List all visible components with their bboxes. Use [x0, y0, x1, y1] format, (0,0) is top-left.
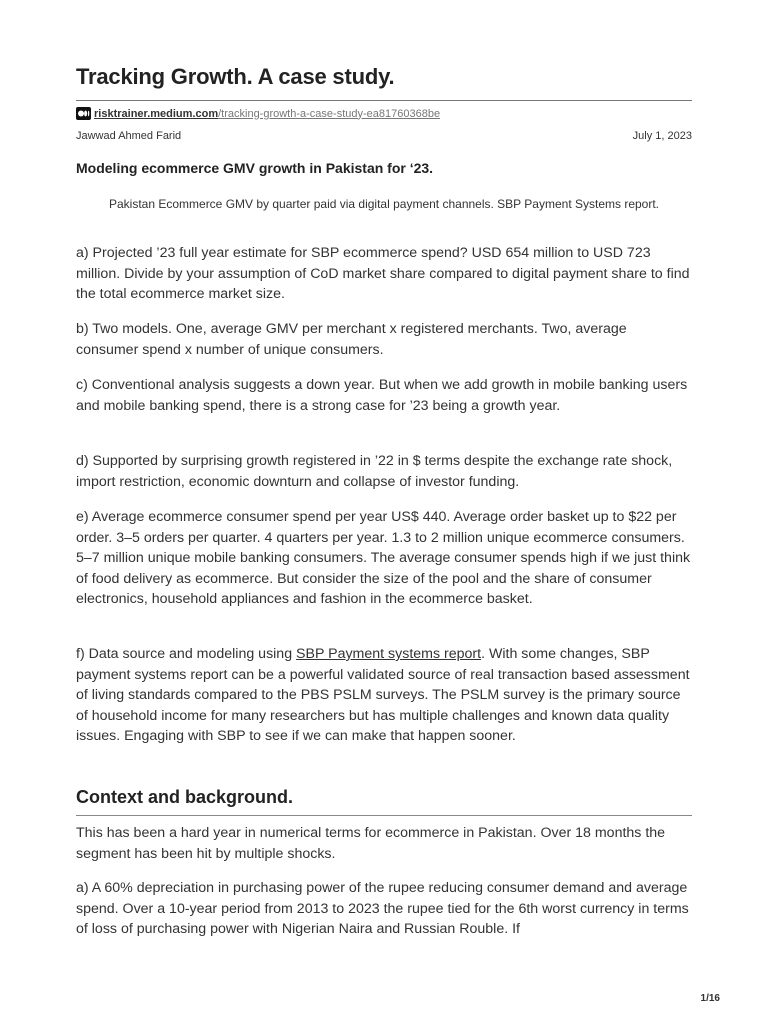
section-divider [76, 815, 692, 816]
paragraph-b: b) Two models. One, average GMV per merchant x registered merchants. Two, average consumer spend x number of unique consumers. [76, 321, 627, 358]
paragraph-c: c) Conventional analysis suggests a down year. But when we add growth in mobile banking users and mobile banking spend, there is a strong case for ’23 being a growth year. [76, 377, 688, 414]
page-number: 1/16 [700, 993, 720, 1004]
article-title: Tracking Growth. A case study. [76, 64, 395, 89]
author-name: Jawwad Ahmed Farid [76, 130, 182, 142]
context-intro: This has been a hard year in numerical terms for ecommerce in Pakistan. Over 18 months the segment has been hit by multiple shocks. [76, 825, 666, 862]
context-paragraph-a: a) A 60% depreciation in purchasing power of the rupee reducing consumer demand and average spend. Over a 10-year period from 2013 to 2023 the rupee tied for the 6th worst currency in terms of loss of purchasing power with Nigerian Naira and Russian Rouble. If [76, 880, 689, 937]
paragraph-f [76, 644, 692, 747]
source-domain[interactable]: risktrainer.medium.com [94, 107, 219, 120]
paragraph-d: d) Supported by surprising growth registered in ’22 in $ terms despite the exchange rate shock, import restriction, economic downturn and collapse of investor funding. [76, 453, 673, 490]
section-heading-context: Context and background. [76, 787, 294, 807]
source-path[interactable]: /tracking-growth-a-case-study-ea81760368be [218, 107, 441, 120]
article-subtitle: Modeling ecommerce GMV growth in Pakistan for ‘23. [76, 160, 434, 176]
publish-date: July 1, 2023 [632, 130, 692, 142]
title-divider [76, 100, 692, 101]
figure-caption: Pakistan Ecommerce GMV by quarter paid via digital payment channels. SBP Payment Systems report. [108, 197, 660, 211]
paragraph-f-lead: f) Data source and modeling using [76, 646, 297, 662]
sbp-report-link[interactable]: SBP Payment systems report [296, 646, 482, 662]
paragraph-f-rest: . With some changes, SBP payment systems report can be a powerful validated source of real transaction based assessment of living standards compared to the PBS PSLM surveys. The PSLM survey is the primary source of household income for many researchers but has multiple challenges and known data quality issues. Engaging with SBP to see if we can make that happen sooner. [76, 646, 690, 744]
paragraph-a: a) Projected ’23 full year estimate for SBP ecommerce spend? USD 654 million to USD 723 million. Divide by your assumption of CoD market share compared to digital payment share to find the total ecommerce market size. [76, 245, 690, 302]
source-link[interactable] [76, 107, 440, 120]
medium-logo-icon [76, 107, 91, 120]
paragraph-e: e) Average ecommerce consumer spend per year US$ 440. Average order basket up to $22 per order. 3–5 orders per quarter. 4 quarters per year. 1.3 to 2 million unique ecommerce consumers. 5–7 million unique mobile banking consumers. The average consumer spends high if we just think of food delivery as ecommerce. But consider the size of the pool and the share of consumer electronics, household appliances and fashion in the ecommerce basket. [76, 509, 691, 607]
article-meta [76, 130, 692, 142]
